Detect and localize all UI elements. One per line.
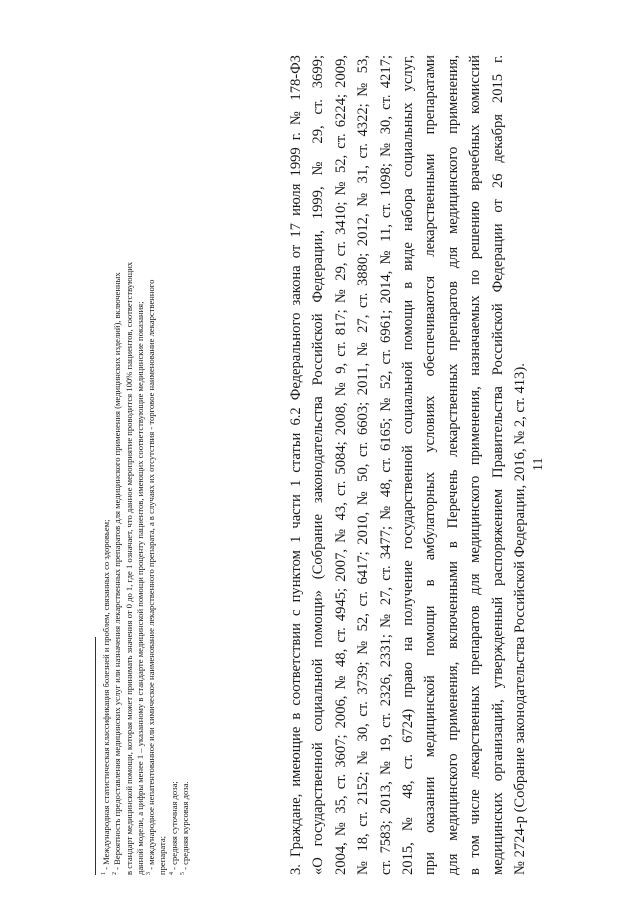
footnote xyxy=(157,55,168,875)
footnote-marker: 2 xyxy=(112,872,119,875)
text-line: медицинских организаций, утвержденный распоряжением Правительства Российской Федерации от 26 декабря 2015 г. xyxy=(489,55,506,875)
footnote-text: - Вероятность предоставления медицинских услуг или назначения лекарственных препаратов для медицинского применения (медицинских изделий), включенных xyxy=(112,272,123,872)
paragraph-3 xyxy=(285,55,531,875)
text-line: 2004, № 35, ст. 3607; 2006, № 48, ст. 4945; 2007, № 43, ст. 5084; 2008, № 9, ст. 817; № 29, ст. 3410; № 52, ст. 6224; 2009, xyxy=(332,55,349,875)
footnote-text: - средняя суточная доза; xyxy=(168,781,179,872)
footnote-text: препарата; xyxy=(157,835,168,875)
text-line: 2015, № 48, ст. 6724) право на получение государственной социальной помощи в виде набора социальных услуг, xyxy=(400,55,417,875)
footnote xyxy=(146,55,157,875)
text-line: в том числе лекарственных препаратов для медицинского применения, назначаемых по решению врачебных комиссий xyxy=(467,55,484,875)
footnote xyxy=(124,55,135,875)
footnote-text: - международное непатентованное или химическое наименование лекарственного препарата, а в случаях их отсутствия - торговое наименование лекарственного xyxy=(146,279,157,872)
footnotes xyxy=(101,55,191,875)
footnote-marker: 4 xyxy=(168,872,175,875)
text-line: при оказании медицинской помощи в амбулаторных условиях обеспечиваются лекарственными препаратами xyxy=(422,55,439,875)
footnote-divider xyxy=(95,637,96,875)
text-line: для медицинского применения, включенными в Перечень лекарственных препаратов для медицинского применения, xyxy=(444,55,461,875)
page-number: 11 xyxy=(531,457,546,471)
footnote-text: в стандарт медицинской помощи, которая может принимать значения от 0 до 1, где 1 означает, что данное мероприятие проводится 100% пациентов, соответствующих xyxy=(123,261,134,875)
text-line: 3. Граждане, имеющие в соответствии с пунктом 1 части 1 статьи 6.2 Федерального закона от 17 июля 1999 г. № 178-ФЗ xyxy=(288,55,304,875)
rotated-sheet xyxy=(95,55,565,875)
text-line: «О государственной социальной помощи» (Собрание законодательства Российской Федерации, 1999, № 29, ст. 3699; xyxy=(310,55,327,875)
footnote xyxy=(101,55,112,875)
footnote-text: данной модели, а цифры менее 1 – указанному в стандарте медицинской помощи проценту пациентов, имеющих соответствующие медицинские показания; xyxy=(134,301,145,875)
footnote-marker: 3 xyxy=(146,872,153,875)
footnote xyxy=(112,55,123,875)
text-line: № 2724-р (Собрание законодательства Российской Федерации, 2016, № 2, ст. 413). xyxy=(512,363,529,875)
footnote-marker: 5 xyxy=(180,872,187,875)
footnote-marker: 1 xyxy=(101,872,107,875)
footnote xyxy=(180,55,191,875)
footnote xyxy=(169,55,180,875)
text-line: ст. 7583; 2013, № 19, ст. 2326, 2331; № 27, ст. 3477; № 48, ст. 6165; № 52, ст. 6961; 2014, № 11, ст. 1098; № 30, ст. 4217; xyxy=(377,55,394,875)
footnote-text: - средняя курсовая доза. xyxy=(180,781,191,872)
footnote xyxy=(135,55,146,875)
text-line: № 18, ст. 2152; № 30, ст. 3739; № 52, ст. 6417; 2010, № 50, ст. 6603; 2011, № 27, ст. 3880; 2012, № 31, ст. 4322; № 53, xyxy=(355,55,372,875)
footnote-text: - Международная статистическая классификация болезней и проблем, связанных со здоровьем; xyxy=(101,519,111,872)
